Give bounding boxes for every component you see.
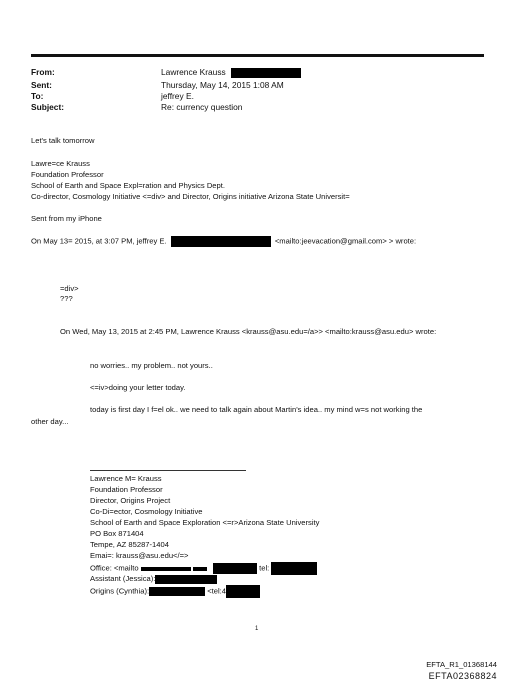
origins-line [90,585,260,598]
redaction-box [193,567,207,571]
quote-header-2: On Wed, May 13, 2015 at 2:45 PM, Lawrence Krauss <krauss@asu.edu=/a>> <mailto:krauss@asu.edu> wrote: [60,327,437,336]
from-value [161,67,301,78]
message-line: today is first day I f=el ok.. we need to talk again about Martin's idea.. my mind w=s not working the [90,405,423,414]
subject-value: Re: currency question [161,102,243,112]
subject-label: Subject: [31,102,65,112]
body-line: ??? [60,294,73,303]
signature-line: School of Earth and Space Exploration <=r>Arizona State University [90,518,320,527]
from-name: Lawrence Krauss [161,67,226,77]
office-prefix: Office: <mailto [90,563,139,573]
signature-line: Lawrence M= Krauss [90,474,162,483]
quote-header-1 [31,236,416,247]
signature-line: School of Earth and Space Expl=ration and Physics Dept. [31,181,225,190]
redaction-box [271,562,317,575]
sent-label: Sent: [31,80,52,90]
signature-line: Tempe, AZ 85287-1404 [90,540,169,549]
assistant-line [90,574,217,584]
redaction-box [141,567,191,571]
redaction-box [155,575,217,584]
origins-label: Origins (Cynthia): [90,586,150,596]
signature-line: Lawre=ce Krauss [31,159,90,168]
message-line: no worries.. my problem.. not yours.. [90,361,213,370]
assistant-label: Assistant (Jessica): [90,574,156,583]
sent-value: Thursday, May 14, 2015 1:08 AM [161,80,284,90]
signature-line: Director, Origins Project [90,496,171,505]
body-line: =div> [60,284,79,293]
redaction-box [226,585,260,598]
body-line: Let's talk tomorrow [31,136,95,145]
office-tel: tel: [259,563,270,573]
page-number: 1 [255,626,259,632]
signature-line: Co-director, Cosmology Initiative <=div> and Director, Origins initiative Arizona State Universit= [31,192,350,201]
signature-line: Co-Di=ector, Cosmology Initiative [90,507,203,516]
quote-header-prefix: On May 13= 2015, at 3:07 PM, jeffrey E. [31,236,167,246]
redaction-box [171,236,271,247]
signature-line: Foundation Professor [31,170,104,179]
header-rule [31,54,484,57]
quote-header-suffix: <mailto:jeevacation@gmail.com> > wrote: [274,236,417,246]
signature-divider [90,470,246,471]
message-line: other day... [31,417,69,426]
signature-line: Emai=: krauss@asu.edu</=> [90,551,189,560]
to-label: To: [31,91,44,101]
sent-from-line: Sent from my iPhone [31,214,102,223]
bates-number-2: EFTA02368824 [428,671,497,681]
to-value: jeffrey E. [161,91,194,101]
origins-tel: <tel:4 [207,586,226,596]
signature-line: Foundation Professor [90,485,163,494]
redaction-box [149,587,205,596]
bates-number-1: EFTA_R1_01368144 [426,660,497,669]
from-label: From: [31,67,55,77]
message-line: <=iv>doing your letter today. [90,383,186,392]
signature-line: PO Box 871404 [90,529,144,538]
redaction-box [231,68,301,78]
redaction-box [213,563,257,574]
